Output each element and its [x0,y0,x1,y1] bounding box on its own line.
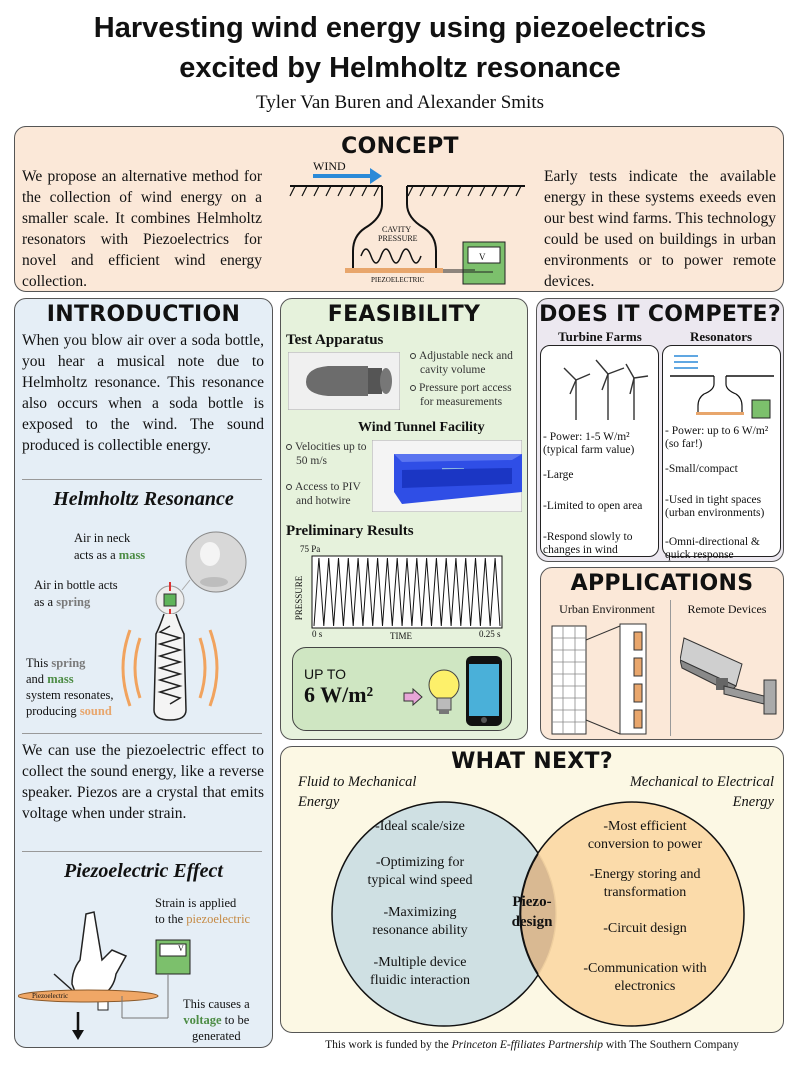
neck-label-a: Air in neck [74,531,131,545]
sys-label-mass: mass [47,672,74,686]
chart-x0-label: 0 s [312,629,323,639]
next-right-item-2: -Energy storing and transformation [589,867,701,900]
turbine-item-response: -Respond slowly to changes in wind [543,531,633,556]
helmholtz-heading: Helmholtz Resonance [53,488,234,510]
bottle-label-spring: spring [56,595,91,609]
concept-piezo-label: PIEZOELECTRIC [371,276,425,284]
tunnel-bullet-1-text: Velocities up to 50 m/s [295,441,367,467]
funding-a: This work is funded by the [325,1039,449,1051]
strain-label-piezo: piezoelectric [186,912,251,926]
piezo-text: We can use the piezoelectric effect to collect the sound energy, like a reverse speaker. Piezos are a crystal that emits voltage when under strain. [22,742,264,822]
tunnel-heading: Wind Tunnel Facility [358,420,485,435]
next-right-item-3: -Circuit design [603,921,687,936]
chart-xlabel: TIME [390,631,412,641]
authors: Tyler Van Buren and Alexander Smits [255,92,544,113]
chart-x1-label: 0.25 s [479,629,501,639]
results-chart [290,542,520,642]
strain-label-b: to the [155,912,184,926]
concept-cavity-label: CAVITY [382,225,412,234]
funding-note [280,1039,784,1051]
piezo-meter-label: V [178,944,184,953]
bottle-illustration [116,530,256,725]
sys-label-a: This [26,656,49,670]
concept-wind-label: WIND [313,159,346,173]
resonator-icon [668,350,776,420]
test-bullet-2 [410,381,525,409]
poster-title [0,8,800,88]
neck-label-mass: mass [118,548,146,562]
divider [22,479,262,480]
tunnel-bullet-1 [286,440,370,468]
divider [22,733,262,734]
bottle-label-b: as a [34,595,54,609]
sys-label-spring: spring [51,656,86,670]
concept-diagram [285,156,530,288]
power-value: 6 W/m² [304,682,374,707]
next-center-b: design [511,914,553,930]
wind-turbines-icon [546,350,654,422]
next-right-heading-b: Energy [732,794,774,810]
applications-divider [670,600,671,736]
concept-heading: CONCEPT [341,134,459,159]
resonator-heading: Resonators [689,329,753,344]
upto-label: UP TO [304,666,347,682]
title-line-2: excited by Helmholtz resonance [179,52,621,84]
tunnel-bullet-2 [286,480,370,508]
turbine-item-area: -Limited to open area [543,500,643,512]
tunnel-bullet-2-text: Access to PIV and hotwire [295,481,361,507]
applications-heading: APPLICATIONS [570,571,754,596]
cause-label-d: generated [192,1029,241,1043]
bottle-label-a: Air in bottle acts [34,578,118,592]
lightbulb-icon [426,668,462,718]
piezo-illustration [18,900,193,1042]
test-bullet-2-text: Pressure port access for measurements [419,382,512,408]
concept-pressure-label: PRESSURE [378,234,418,243]
next-center-a: Piezo- [512,894,552,910]
results-heading: Preliminary Results [286,523,414,539]
sys-label-c: and [26,672,45,686]
next-center-label [502,892,562,932]
sys-label-sound: sound [79,704,112,718]
cause-label-a: This causes a [183,997,250,1011]
concept-right-text: Early tests indicate the available energy in these systems exeeds even our best wind farms. This technology could be used on buildings in urban environments or to power remote devices. [544,168,776,290]
security-camera-icon [680,624,780,716]
turbine-heading: Turbine Farms [558,329,642,344]
sys-label-f: producing [26,704,77,718]
introduction-heading: INTRODUCTION [46,302,241,327]
next-left-heading-b: Energy [298,794,340,810]
turbine-list [543,431,659,557]
next-right-list [560,818,730,996]
remote-label: Remote Devices [687,602,767,616]
test-bullet-list [410,349,525,409]
compete-heading: DOES IT COMPETE? [539,302,781,327]
turbine-item-power: - Power: 1-5 W/m² (typical farm value) [543,431,635,456]
chart-ylabel: PRESSURE [294,575,304,621]
strain-label-a: Strain is applied [155,896,237,910]
next-left-list [340,818,500,990]
disk-label: Piezoelectric [32,992,69,1000]
next-right-heading-a: Mechanical to Electrical [629,774,774,790]
next-left-item-1: -Ideal scale/size [375,819,465,834]
resonator-item-power: - Power: up to 6 W/m² (so far!) [665,425,769,450]
sys-label-e: system resonates, [26,688,114,702]
tunnel-bullet-list [286,440,370,508]
next-heading: WHAT NEXT? [451,749,613,774]
resonator-item-response: -Omni-directional & quick response [665,536,760,561]
divider [22,851,262,852]
funding-b: Princeton E-ffiliates Partnership [451,1039,603,1051]
next-right-item-1: -Most efficient conversion to power [587,819,703,852]
next-right-item-4: -Communication with electronics [583,961,707,994]
system-label [26,655,113,719]
feasibility-heading: FEASIBILITY [327,302,481,327]
cause-label-voltage: voltage [183,1013,222,1027]
funding-c: with The Southern Company [605,1039,739,1051]
smartphone-icon [465,655,503,727]
test-heading: Test Apparatus [286,332,384,348]
building-icon [548,620,666,736]
chart-ymax-label: 75 Pa [300,544,321,554]
title-line-1: Harvesting wind energy using piezoelectrics [93,12,707,44]
wind-tunnel-image [372,440,522,512]
concept-left-text: We propose an alternative method for the collection of wind energy on a smaller scale. It combines Helmholtz resonators with Piezoelectrics for novel and efficient wind energy collection. [22,168,262,290]
next-left-item-2: -Optimizing for typical wind speed [367,855,473,888]
test-bullet-1 [410,349,525,377]
arrow-icon [403,688,423,706]
piezo-heading: Piezoelectric Effect [63,860,223,882]
urban-label: Urban Environment [559,602,655,616]
concept-meter-label: V [479,252,486,262]
neck-label-b: acts as a [74,548,116,562]
next-left-item-3: -Maximizing resonance ability [372,905,468,938]
cause-label-c: to be [224,1013,250,1027]
test-bullet-1-text: Adjustable neck and cavity volume [419,350,513,376]
resonator-item-size: -Small/compact [665,463,738,475]
next-left-heading-a: Fluid to Mechanical [298,774,417,790]
resonator-item-space: -Used in tight spaces (urban environments) [665,494,765,519]
introduction-text: When you blow air over a soda bottle, you hear a musical note due to Helmholtz resonance. This resonance also occurs when a soda bottle is exposed to the wind. The sound produced is collectible energy. [22,332,264,454]
turbine-item-size: -Large [543,469,574,481]
test-apparatus-photo [288,352,400,410]
next-left-item-4: -Multiple device fluidic interaction [370,955,470,988]
resonator-list [665,425,781,562]
bottle-label [34,577,118,611]
